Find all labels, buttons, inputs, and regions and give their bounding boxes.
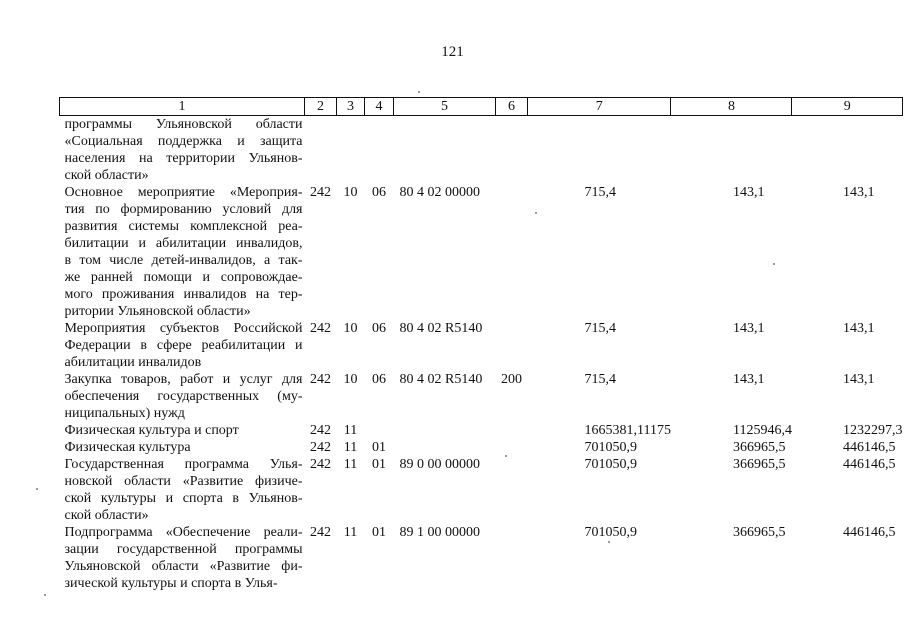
- table-row: [60, 422, 903, 439]
- row-name-line: развития системы комплексной реа-: [64, 219, 303, 234]
- cell-col-6: [496, 116, 528, 185]
- cell-col-9: 446146,5: [842, 525, 896, 540]
- column-header-3: 3: [337, 98, 365, 116]
- cell-col-3: 11: [343, 525, 358, 540]
- cell-col-9: 446146,5: [842, 457, 896, 472]
- row-name-line: Закупка товаров, работ и услуг для: [64, 372, 303, 387]
- row-name-line: ской области»: [64, 508, 149, 523]
- cell-col-7: [528, 116, 671, 185]
- scan-speck: [608, 541, 610, 543]
- cell-col-6: [496, 524, 528, 592]
- cell-col-4: 01: [372, 525, 386, 540]
- row-name-cell: [60, 422, 305, 439]
- cell-col-8: 1125946,4: [732, 423, 792, 438]
- cell-col-3: 11: [343, 423, 358, 438]
- row-name-cell: [60, 524, 305, 592]
- cell-col-5: 89 1 00 00000: [399, 525, 480, 540]
- column-header-6: 6: [496, 98, 528, 116]
- table-row: [60, 320, 903, 371]
- cell-col-3: 10: [343, 185, 358, 200]
- cell-col-4: 01: [372, 457, 386, 472]
- cell-col-7: 701050,9: [584, 440, 637, 455]
- cell-col-6: [496, 422, 528, 439]
- scan-speck: [36, 488, 38, 490]
- scan-speck: [418, 91, 420, 93]
- cell-col-8: 366965,5: [732, 440, 786, 455]
- table-row: [60, 116, 903, 185]
- cell-col-8: [671, 116, 792, 185]
- table-row: [60, 184, 903, 320]
- cell-col-5: 80 4 02 R5140: [399, 321, 483, 336]
- row-name-line: билитации и абилитации инвалидов,: [64, 236, 303, 251]
- row-name-line: Подпрограмма «Обеспечение реали-: [64, 525, 303, 540]
- table-row: [60, 439, 903, 456]
- cell-col-7: 715,4: [584, 321, 616, 336]
- cell-col-6: 200: [501, 372, 522, 387]
- cell-col-4: 01: [372, 440, 386, 455]
- cell-col-5: 80 4 02 00000: [399, 185, 480, 200]
- cell-col-2: 242: [310, 457, 331, 472]
- cell-col-9: 446146,5: [842, 440, 896, 455]
- cell-col-8: 366965,5: [732, 525, 786, 540]
- row-name-line: Ульяновской области «Развитие фи-: [64, 559, 303, 574]
- row-name-cell: [60, 320, 305, 371]
- cell-col-4: 06: [372, 321, 386, 336]
- row-name-line: «Социальная поддержка и защита: [64, 134, 303, 149]
- budget-table: [59, 97, 903, 592]
- row-name-cell: [60, 371, 305, 422]
- cell-col-2: 242: [310, 440, 331, 455]
- cell-col-6: [496, 184, 528, 320]
- column-header-7: 7: [528, 98, 671, 116]
- table-header-row: [60, 98, 903, 116]
- cell-col-9: 1232297,3: [842, 423, 903, 438]
- cell-col-3: [337, 116, 365, 185]
- cell-col-9: [792, 116, 903, 185]
- row-name-line: Основное мероприятие «Мероприя-: [64, 185, 303, 200]
- row-name-line: абилитации инвалидов: [64, 355, 202, 370]
- cell-col-4: [365, 116, 394, 185]
- cell-col-2: 242: [310, 185, 331, 200]
- cell-col-6: [496, 320, 528, 371]
- row-name-cell: [60, 184, 305, 320]
- column-header-5: 5: [394, 98, 496, 116]
- cell-col-8: 143,1: [732, 372, 765, 387]
- cell-col-3: 11: [343, 457, 358, 472]
- row-name-line: программы Ульяновской области: [64, 117, 303, 132]
- cell-col-8: 143,1: [732, 321, 765, 336]
- cell-col-7: 701050,9: [584, 457, 637, 472]
- cell-col-5: [394, 116, 496, 185]
- row-name-line: зации государственной программы: [64, 542, 303, 557]
- cell-col-3: 10: [343, 372, 358, 387]
- row-name-line: Физическая культура: [64, 440, 191, 455]
- row-name-line: ниципальных) нужд: [64, 406, 185, 421]
- row-name-line: Физическая культура и спорт: [64, 423, 239, 438]
- column-header-2: 2: [305, 98, 337, 116]
- cell-col-5: [394, 439, 496, 456]
- cell-col-3: 11: [343, 440, 358, 455]
- column-header-8: 8: [671, 98, 792, 116]
- row-name-line: ской области»: [64, 168, 149, 183]
- row-name-line: новской области «Развитие физиче-: [64, 474, 303, 489]
- table-row: [60, 456, 903, 524]
- cell-col-9: 143,1: [842, 372, 875, 387]
- scan-speck: [505, 455, 507, 457]
- cell-col-2: [305, 116, 337, 185]
- row-name-line: Федерации в сфере реабилитации и: [64, 338, 303, 353]
- cell-col-7: 1665381,11175: [584, 423, 671, 438]
- cell-col-8: 143,1: [732, 185, 765, 200]
- cell-col-5: 89 0 00 00000: [399, 457, 480, 472]
- row-name-line: Мероприятия субъектов Российской: [64, 321, 303, 336]
- scan-speck: [44, 594, 46, 596]
- column-header-9: 9: [792, 98, 903, 116]
- row-name-cell: [60, 439, 305, 456]
- cell-col-8: 366965,5: [732, 457, 786, 472]
- cell-col-7: 715,4: [584, 372, 616, 387]
- cell-col-4: 06: [372, 185, 386, 200]
- row-name-cell: [60, 456, 305, 524]
- row-name-line: ской культуры и спорта в Ульянов-: [64, 491, 303, 506]
- table-row: [60, 371, 903, 422]
- cell-col-5: [394, 422, 496, 439]
- scan-speck: [773, 263, 775, 265]
- cell-col-2: 242: [310, 321, 331, 336]
- cell-col-5: 80 4 02 R5140: [399, 372, 483, 387]
- cell-col-4: 06: [372, 372, 386, 387]
- row-name-line: мого проживания инвалидов на тер-: [64, 287, 303, 302]
- cell-col-6: [496, 439, 528, 456]
- cell-col-7: 715,4: [584, 185, 616, 200]
- column-header-1: 1: [60, 98, 305, 116]
- cell-col-2: 242: [310, 525, 331, 540]
- row-name-cell: [60, 116, 305, 185]
- cell-col-2: 242: [310, 423, 331, 438]
- row-name-line: обеспечения государственных (му-: [64, 389, 303, 404]
- cell-col-3: 10: [343, 321, 358, 336]
- cell-col-4: [365, 422, 394, 439]
- scan-speck: [535, 212, 537, 214]
- row-name-line: Государственная программа Улья-: [64, 457, 303, 472]
- cell-col-9: 143,1: [842, 321, 875, 336]
- cell-col-2: 242: [310, 372, 331, 387]
- row-name-line: в том числе детей-инвалидов, а так-: [64, 253, 303, 268]
- table-row: [60, 524, 903, 592]
- cell-col-6: [496, 456, 528, 524]
- column-header-4: 4: [365, 98, 394, 116]
- cell-col-9: 143,1: [842, 185, 875, 200]
- row-name-line: населения на территории Ульянов-: [64, 151, 303, 166]
- row-name-line: зической культуры и спорта в Улья-: [64, 576, 278, 591]
- row-name-line: ритории Ульяновской области»: [64, 304, 251, 319]
- row-name-line: тия по формированию условий для: [64, 202, 303, 217]
- cell-col-7: 701050,9: [584, 525, 637, 540]
- page-number: 121: [441, 44, 464, 60]
- row-name-line: же ранней помощи и сопровождае-: [64, 270, 303, 285]
